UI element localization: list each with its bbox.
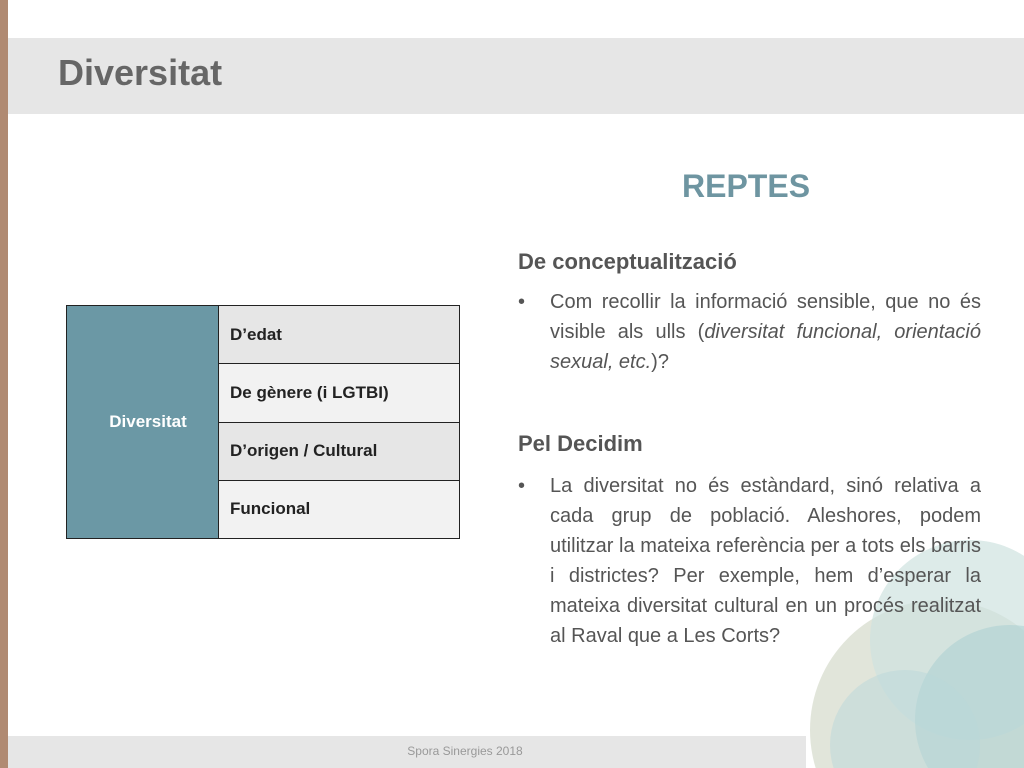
subheading-decidim: Pel Decidim xyxy=(518,431,643,456)
table-cell-funcional: Funcional xyxy=(219,480,460,538)
table-cell-origen: D’origen / Cultural xyxy=(219,422,460,480)
diversity-table xyxy=(66,305,460,539)
subheading-conceptualitzacio: De conceptualització xyxy=(518,249,737,274)
title-band xyxy=(8,38,1024,114)
bullet-conceptualitzacio xyxy=(518,287,981,377)
left-accent-bar xyxy=(0,0,8,768)
bullet-marker: • xyxy=(518,475,526,497)
section-heading: REPTES xyxy=(682,168,811,204)
bullet-text: La diversitat no és estàndard, sinó relativa a cada grup de població. Aleshores, podem utilitzar la mateixa referència per a tots els barris i districtes? Per exemple, hem d’esperar la mateixa diversitat cultural en un procés realitzat al Raval que a Les Corts? xyxy=(550,475,981,647)
table-cell-edat: D’edat xyxy=(219,306,460,364)
table-main-cell: Diversitat xyxy=(67,306,219,539)
slide-title: Diversitat xyxy=(58,52,223,93)
bullet-text: Com recollir la informació sensible, que no és visible als ulls (diversitat funcional, orientació sexual, etc.)? xyxy=(550,291,982,373)
bullet-marker: • xyxy=(518,291,526,313)
bullet-decidim xyxy=(518,471,981,651)
table-cell-genere: De gènere (i LGTBI) xyxy=(219,364,460,422)
footer-text: Spora Sinergies 2018 xyxy=(407,744,523,758)
